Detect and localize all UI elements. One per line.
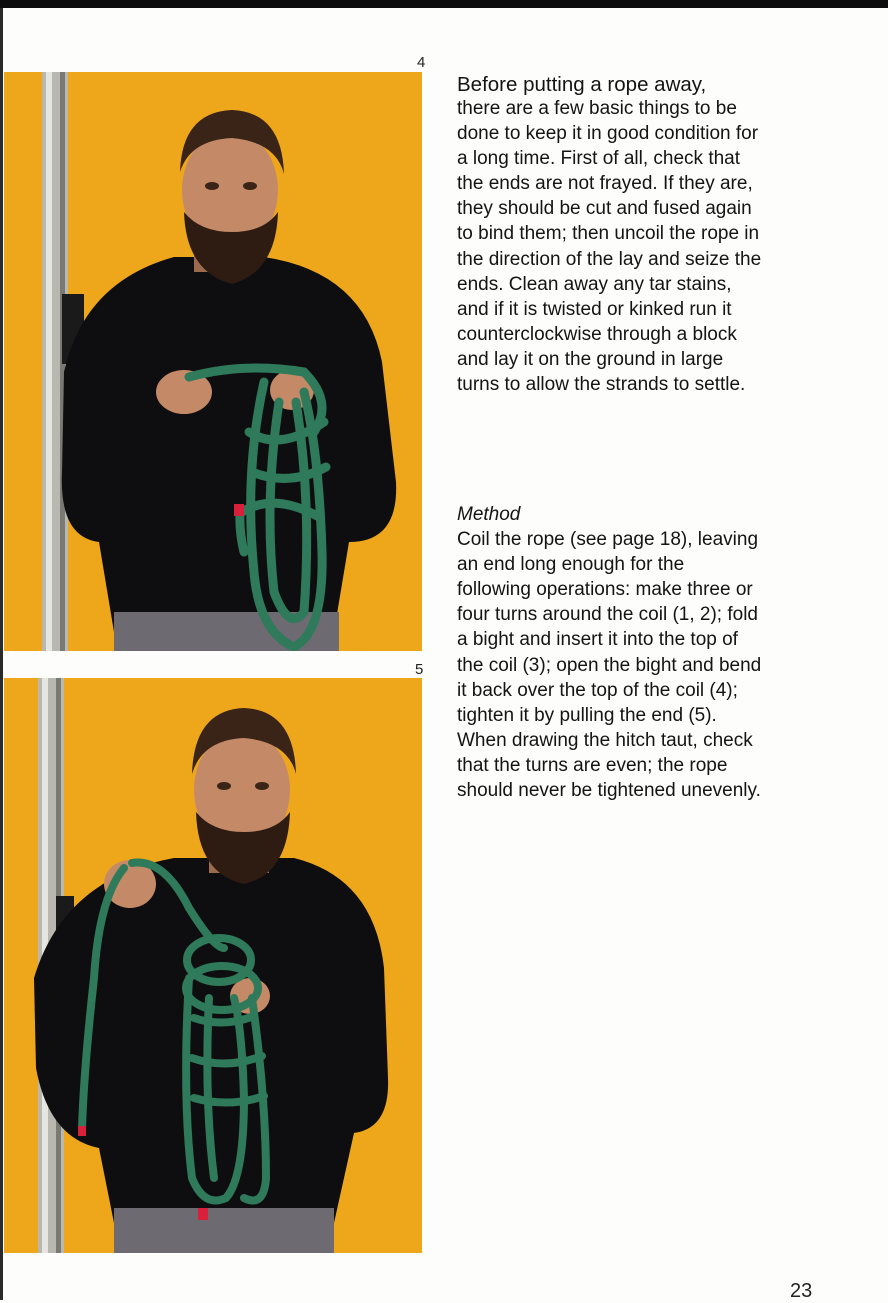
photo-figure-4 xyxy=(4,72,422,651)
intro-body: there are a few basic things to be done to keep it in good condition for a long time. First of all, check that the ends are not frayed. If they are, they should be cut and fused again to bind them; then uncoil the rope in the direction of the lay and seize the ends. Clean away any tar stains, and if it is twisted or kinked run it counterclockwise through a block and lay it on the ground in large turns to allow the strands to settle. xyxy=(457,98,762,396)
photo-figure-5 xyxy=(4,678,422,1253)
page-top-edge xyxy=(0,0,888,8)
method-section xyxy=(457,502,762,803)
method-body: Coil the rope (see page 18), leaving an end long enough for the following operations: make three or four turns around the coil (1, 2); fold a bight and insert it into the top of the coil (3); open the bight and bend it back over the top of the coil (4); tighten it by pulling the end (5). When drawing the hitch taut, check that the turns are even; the rope should never be tightened unevenly. xyxy=(457,529,762,802)
intro-lead: Before putting a rope away, xyxy=(457,73,707,96)
page-number: 23 xyxy=(790,1280,813,1302)
figure-number-4: 4 xyxy=(417,54,426,71)
method-heading: Method xyxy=(457,504,521,525)
figure-number-5: 5 xyxy=(415,661,424,678)
page-left-edge xyxy=(0,8,3,1300)
intro-paragraph xyxy=(457,71,762,397)
